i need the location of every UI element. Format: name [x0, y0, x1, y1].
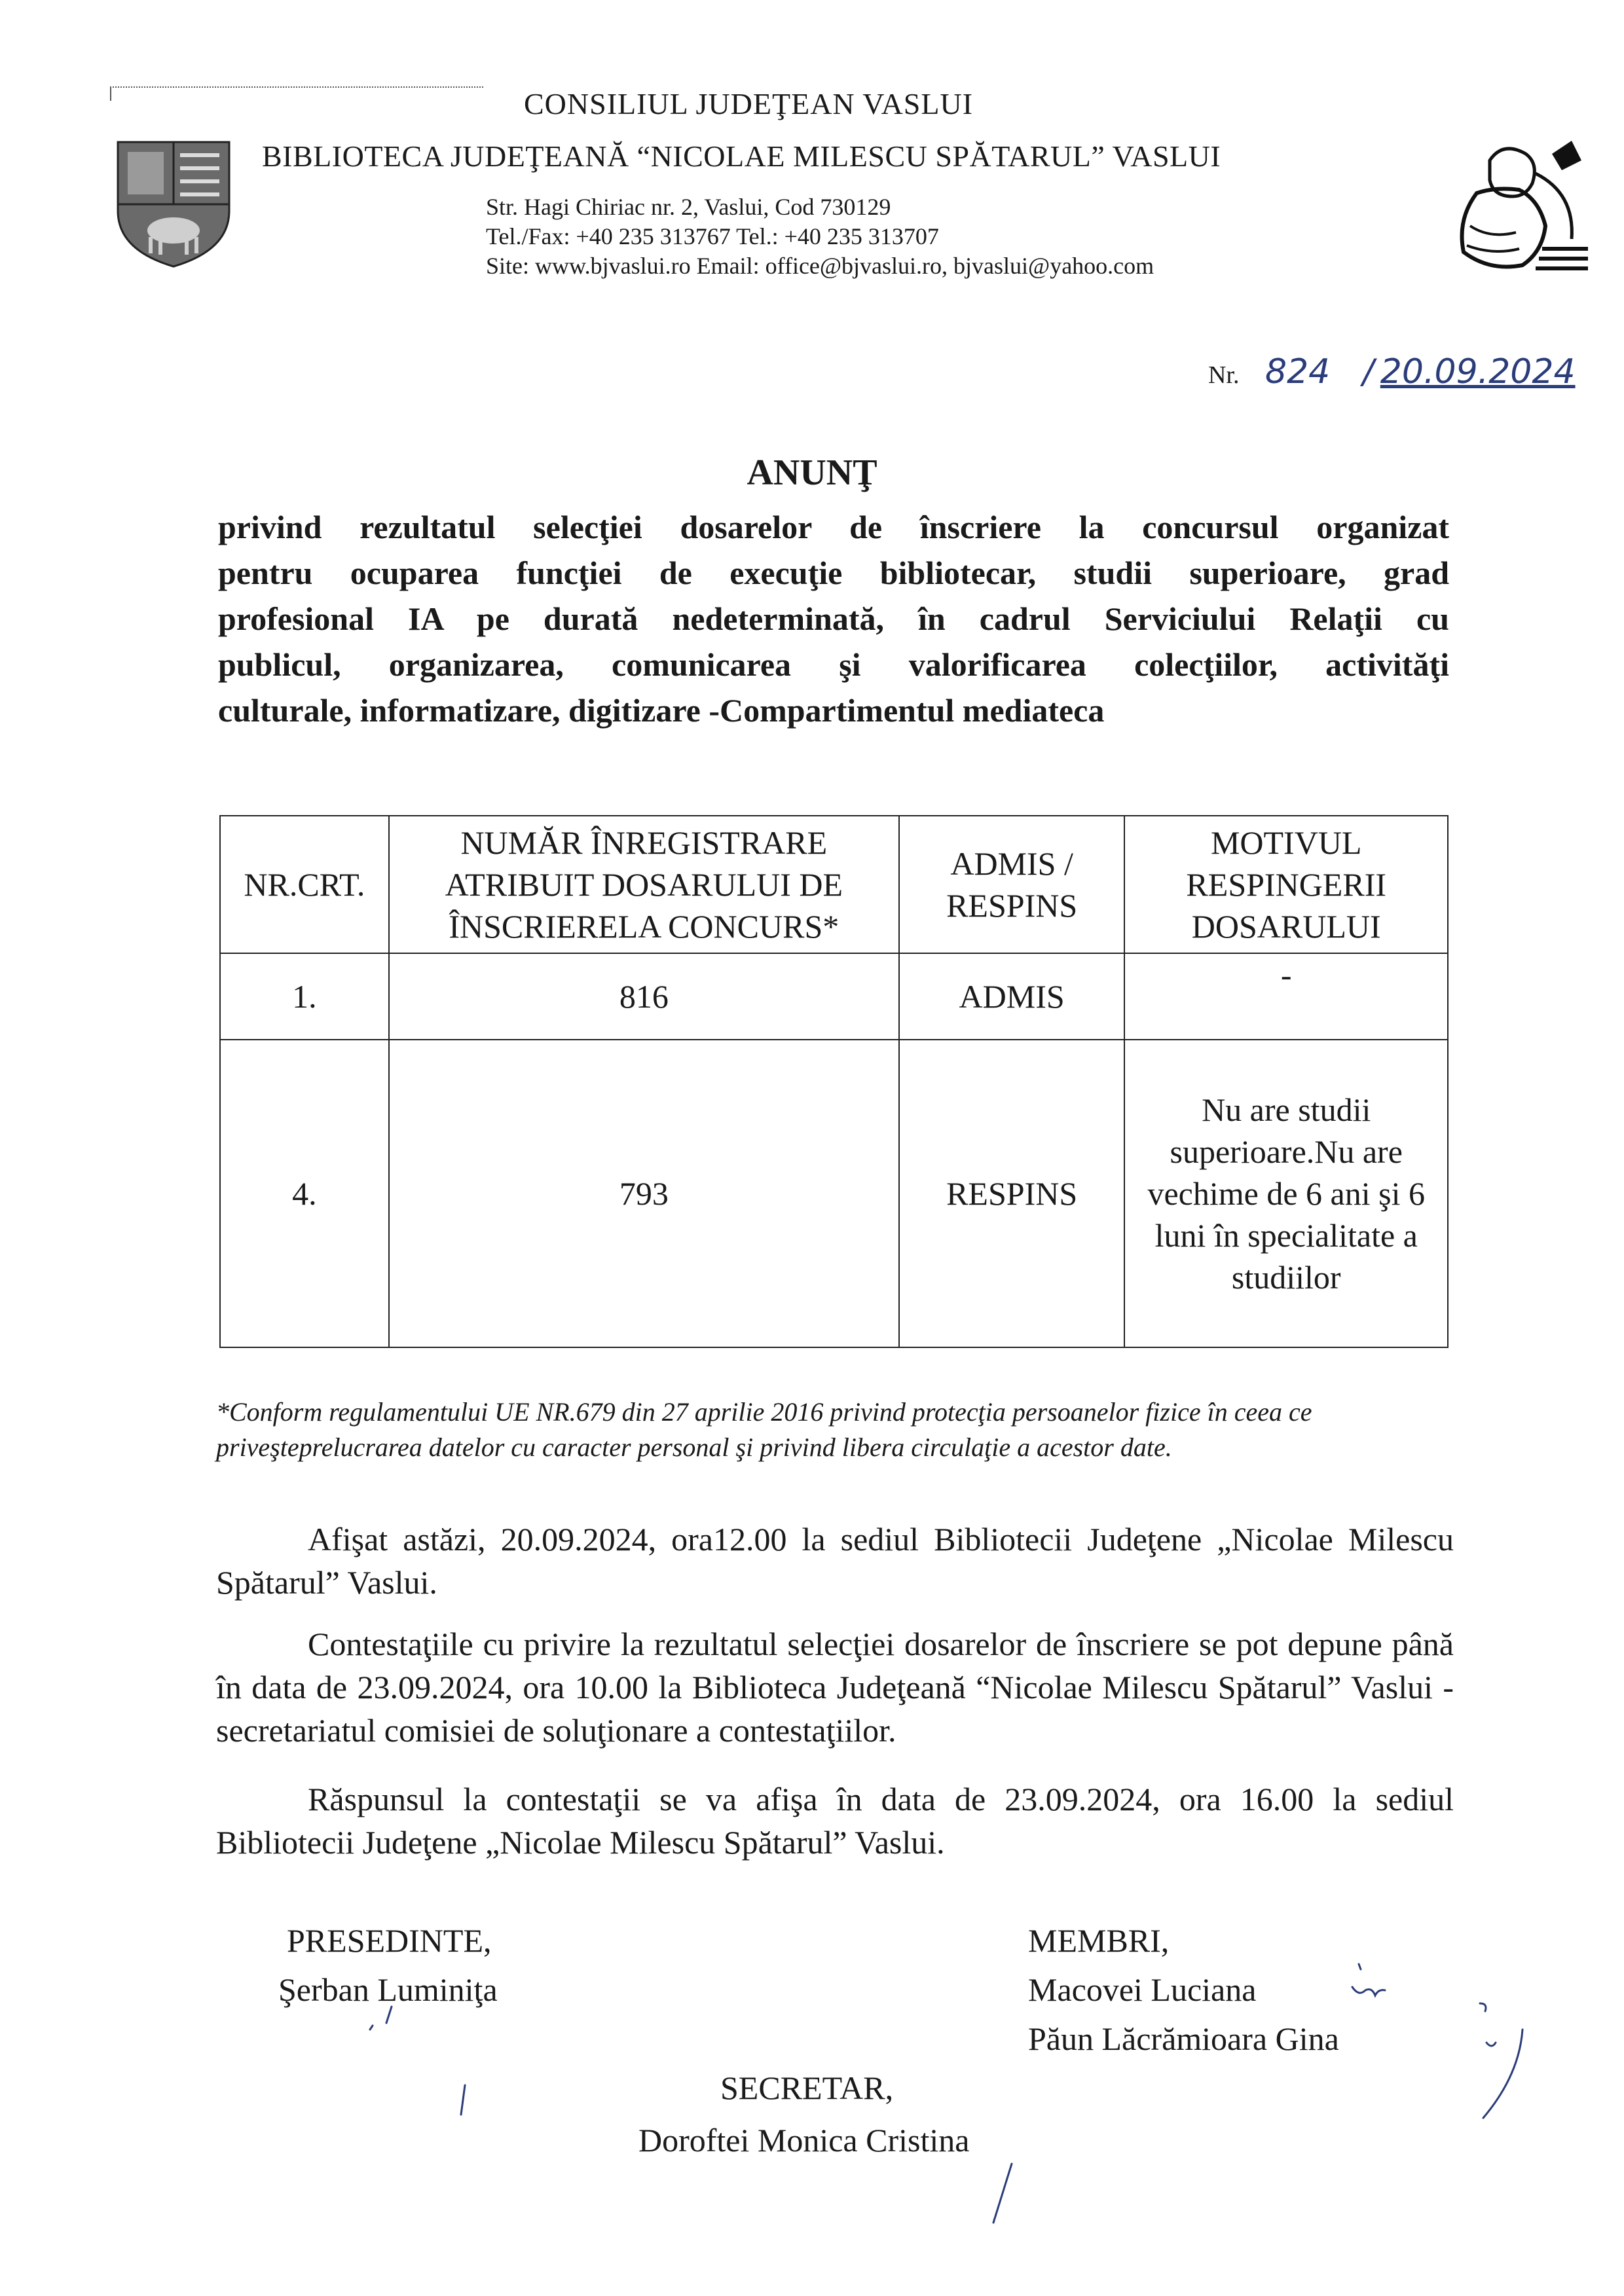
cell-status: RESPINS — [899, 1040, 1125, 1347]
header-address: Str. Hagi Chiriac nr. 2, Vaslui, Cod 730129 — [486, 194, 891, 220]
registration-date: 20.09.2024 — [1380, 352, 1576, 392]
secretary-signature-icon — [452, 2082, 478, 2121]
header-web: Site: www.bjvaslui.ro Email: office@bjvaslui.ro, bjvaslui@yahoo.com — [486, 253, 1154, 279]
header-registration-number: NUMĂR ÎNREGISTRARE ATRIBUIT DOSARULUI DE ÎNSCRIERELA CONCURS* — [389, 816, 899, 953]
cell-registration: 793 — [389, 1040, 899, 1347]
member-signature-icon — [1349, 1958, 1395, 2003]
subject-line: pentru ocuparea funcţiei de execuţie bibliotecar, studii superioare, grad — [218, 555, 1449, 591]
member-name: Macovei Luciana — [1028, 1971, 1257, 2008]
paragraph-answer: Răspunsul la contestaţii se va afişa în data de 23.09.2024, ora 16.00 la sediul Bibliotecii Judeţene „Nicolae Milescu Spătarul” Vaslui. — [216, 1781, 1454, 1861]
paragraph-posted: Afişat astăzi, 20.09.2024, ora12.00 la sediul Bibliotecii Judeţene „Nicolae Milescu Spătarul” Vaslui. — [216, 1521, 1454, 1601]
subject-line: profesional IA pe durată nedeterminată, în cadrul Serviciului Relaţii cu — [218, 600, 1449, 637]
member-signature-icon — [1473, 1990, 1532, 2121]
paragraph-contestations: Contestaţiile cu privire la rezultatul selecţiei dosarelor de înscriere se pot depune până în data de 23.09.2024, ora 10.00 la Biblioteca Judeţeană “Nicolae Milescu Spătarul” Vaslui - secretariatul comisiei de soluţionare a contestaţiilor. — [216, 1626, 1454, 1749]
registration-number — [1208, 352, 1576, 392]
subject-line: privind rezultatul selecţiei dosarelor de înscriere la concursul organizat — [218, 509, 1449, 545]
member-name: Păun Lăcrămioara Gina — [1028, 2020, 1339, 2057]
cell-nr: 4. — [220, 1040, 389, 1347]
table-header-row — [220, 816, 1448, 953]
subject-line: publicul, organizarea, comunicarea şi valorificarea colecţiilor, activităţi — [218, 646, 1449, 683]
registration-label: Nr. — [1208, 361, 1240, 389]
county-crest-icon — [115, 139, 232, 270]
president-title: PRESEDINTE, — [287, 1922, 492, 1959]
cell-registration: 816 — [389, 953, 899, 1040]
gdpr-footnote: *Conform regulamentului UE NR.679 din 27 aprilie 2016 privind protecţia persoanelor fizice în ceea ce priveşteprelucrarea datelor cu caracter personal şi privind libera circulaţie a acestor date. — [216, 1397, 1312, 1462]
cell-reason: - — [1124, 953, 1448, 1040]
header-library: BIBLIOTECA JUDEŢEANĂ “NICOLAE MILESCU SPĂTARUL” VASLUI — [262, 139, 1221, 173]
president-name: Şerban Luminiţa — [278, 1971, 498, 2008]
table-row — [220, 953, 1448, 1040]
subject-line: culturale, informatizare, digitizare -Compartimentul mediateca — [218, 692, 1105, 729]
header-council: CONSILIUL JUDEŢEAN VASLUI — [524, 87, 974, 120]
document-subject — [218, 504, 1449, 733]
cell-status: ADMIS — [899, 953, 1125, 1040]
registration-number-value: 824 — [1265, 352, 1331, 392]
members-title: MEMBRI, — [1028, 1922, 1170, 1959]
secretary-title: SECRETAR, — [720, 2069, 894, 2106]
cell-nr: 1. — [220, 953, 389, 1040]
results-table — [219, 815, 1449, 1348]
document-title: ANUNŢ — [747, 452, 877, 493]
president-signature-icon — [367, 2003, 406, 2036]
header-status: ADMIS / RESPINS — [899, 816, 1125, 953]
header-rejection-reason: MOTIVUL RESPINGERII DOSARULUI — [1124, 816, 1448, 953]
cell-reason: Nu are studii superioare.Nu are vechime de 6 ani şi 6 luni în specialitate a studiilor — [1124, 1040, 1448, 1347]
table-row — [220, 1040, 1448, 1347]
header-phone: Tel./Fax: +40 235 313767 Tel.: +40 235 313707 — [486, 223, 939, 249]
header-nr-crt: NR.CRT. — [220, 816, 389, 953]
library-logo-icon — [1444, 134, 1595, 288]
secretary-name: Doroftei Monica Cristina — [638, 2122, 970, 2159]
secretary-signature-icon — [982, 2160, 1022, 2232]
corner-mark — [110, 86, 483, 89]
registration-separator: / — [1362, 352, 1375, 392]
corner-tick — [110, 86, 111, 101]
